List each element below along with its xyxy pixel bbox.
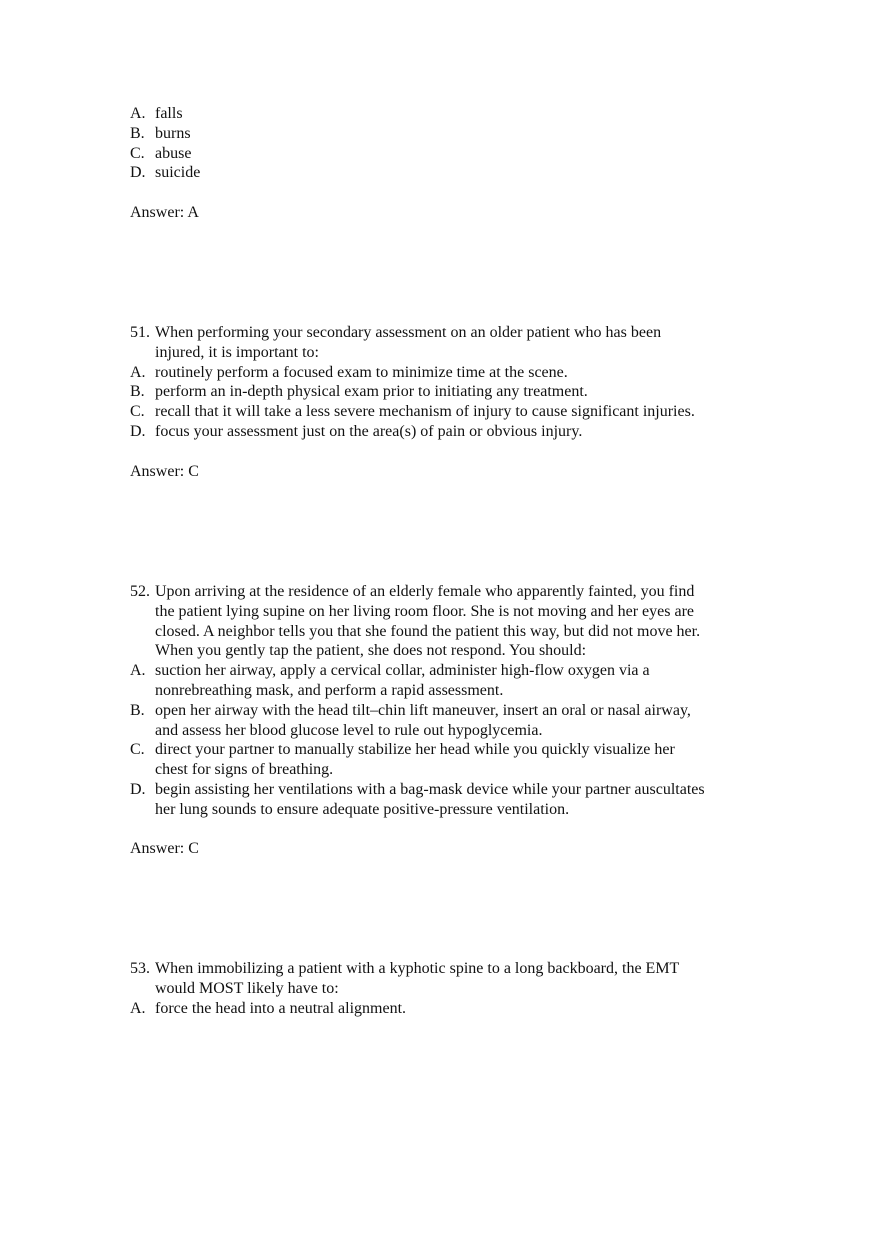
option-text: open her airway with the head tilt–chin lift maneuver, insert an oral or nasal airway,	[155, 701, 691, 719]
option-continuation	[130, 681, 770, 701]
option-d	[130, 163, 770, 183]
question-stem-text: would MOST likely have to:	[155, 979, 339, 997]
option-text: focus your assessment just on the area(s) of pain or obvious injury.	[155, 422, 583, 440]
question-stem-line	[130, 959, 770, 979]
option-letter: A.	[130, 662, 146, 680]
question-stem-text: When immobilizing a patient with a kyphotic spine to a long backboard, the EMT	[155, 960, 680, 977]
option-text: suction her airway, apply a cervical collar, administer high-flow oxygen via a	[155, 662, 650, 680]
option-a	[130, 363, 770, 383]
answer-text: Answer: C	[130, 463, 199, 480]
option-b	[130, 701, 770, 721]
option-text: direct your partner to manually stabilize her head while you quickly visualize her	[155, 741, 675, 759]
question-stem-line	[130, 602, 770, 622]
option-letter: C.	[130, 144, 145, 162]
answer-text: Answer: A	[130, 204, 199, 221]
option-continuation	[130, 721, 770, 741]
question-stem-line	[130, 979, 770, 999]
question-52-answer	[130, 839, 770, 859]
option-d	[130, 422, 770, 442]
question-stem-text: When you gently tap the patient, she does not respond. You should:	[155, 642, 587, 660]
option-text: abuse	[155, 144, 192, 162]
option-text: her lung sounds to ensure adequate positive-pressure ventilation.	[155, 800, 570, 818]
option-letter: C.	[130, 741, 145, 759]
question-stem-line	[130, 622, 770, 642]
question-50-answer	[130, 203, 770, 223]
option-text: force the head into a neutral alignment.	[155, 999, 407, 1017]
question-stem-line	[130, 323, 770, 343]
question-stem-line	[130, 582, 770, 602]
option-text: perform an in-depth physical exam prior to initiating any treatment.	[155, 383, 588, 401]
option-c	[130, 740, 770, 760]
question-stem-text: When performing your secondary assessment on an older patient who has been	[155, 324, 662, 341]
question-stem-text: Upon arriving at the residence of an elderly female who apparently fainted, you find	[155, 583, 695, 600]
option-letter: B.	[130, 383, 145, 401]
question-number: 51.	[130, 324, 150, 341]
option-text: nonrebreathing mask, and perform a rapid assessment.	[155, 681, 504, 699]
option-continuation	[130, 800, 770, 820]
option-text: recall that it will take a less severe mechanism of injury to cause significant injuries.	[155, 403, 695, 421]
question-stem-line	[130, 343, 770, 363]
question-52	[130, 582, 770, 820]
option-text: burns	[155, 124, 191, 142]
option-b	[130, 124, 770, 144]
option-letter: D.	[130, 780, 146, 798]
question-number: 53.	[130, 960, 150, 977]
option-text: falls	[155, 105, 183, 122]
option-a	[130, 661, 770, 681]
option-text: begin assisting her ventilations with a bag-mask device while your partner auscultates	[155, 780, 705, 798]
option-c	[130, 144, 770, 164]
option-text: suicide	[155, 164, 201, 182]
question-stem-text: the patient lying supine on her living room floor. She is not moving and her eyes are	[155, 602, 695, 620]
question-51	[130, 323, 770, 442]
option-letter: C.	[130, 403, 145, 421]
option-a	[130, 104, 770, 124]
option-c	[130, 402, 770, 422]
option-text: chest for signs of breathing.	[155, 761, 334, 779]
option-b	[130, 382, 770, 402]
question-stem-line	[130, 641, 770, 661]
answer-text: Answer: C	[130, 840, 199, 857]
option-text: and assess her blood glucose level to rule out hypoglycemia.	[155, 721, 543, 739]
option-a	[130, 999, 770, 1019]
option-text: routinely perform a focused exam to minimize time at the scene.	[155, 363, 568, 381]
question-stem-text: injured, it is important to:	[155, 343, 319, 361]
option-letter: D.	[130, 164, 146, 182]
option-letter: B.	[130, 701, 145, 719]
question-number: 52.	[130, 583, 150, 600]
question-stem-text: closed. A neighbor tells you that she found the patient this way, but did not move her.	[155, 622, 701, 640]
option-continuation	[130, 760, 770, 780]
option-letter: A.	[130, 105, 146, 122]
option-d	[130, 780, 770, 800]
option-letter: A.	[130, 999, 146, 1017]
option-letter: A.	[130, 363, 146, 381]
question-53	[130, 959, 770, 1018]
question-50-continuation	[130, 104, 770, 183]
option-letter: D.	[130, 422, 146, 440]
option-letter: B.	[130, 124, 145, 142]
question-51-answer	[130, 462, 770, 482]
